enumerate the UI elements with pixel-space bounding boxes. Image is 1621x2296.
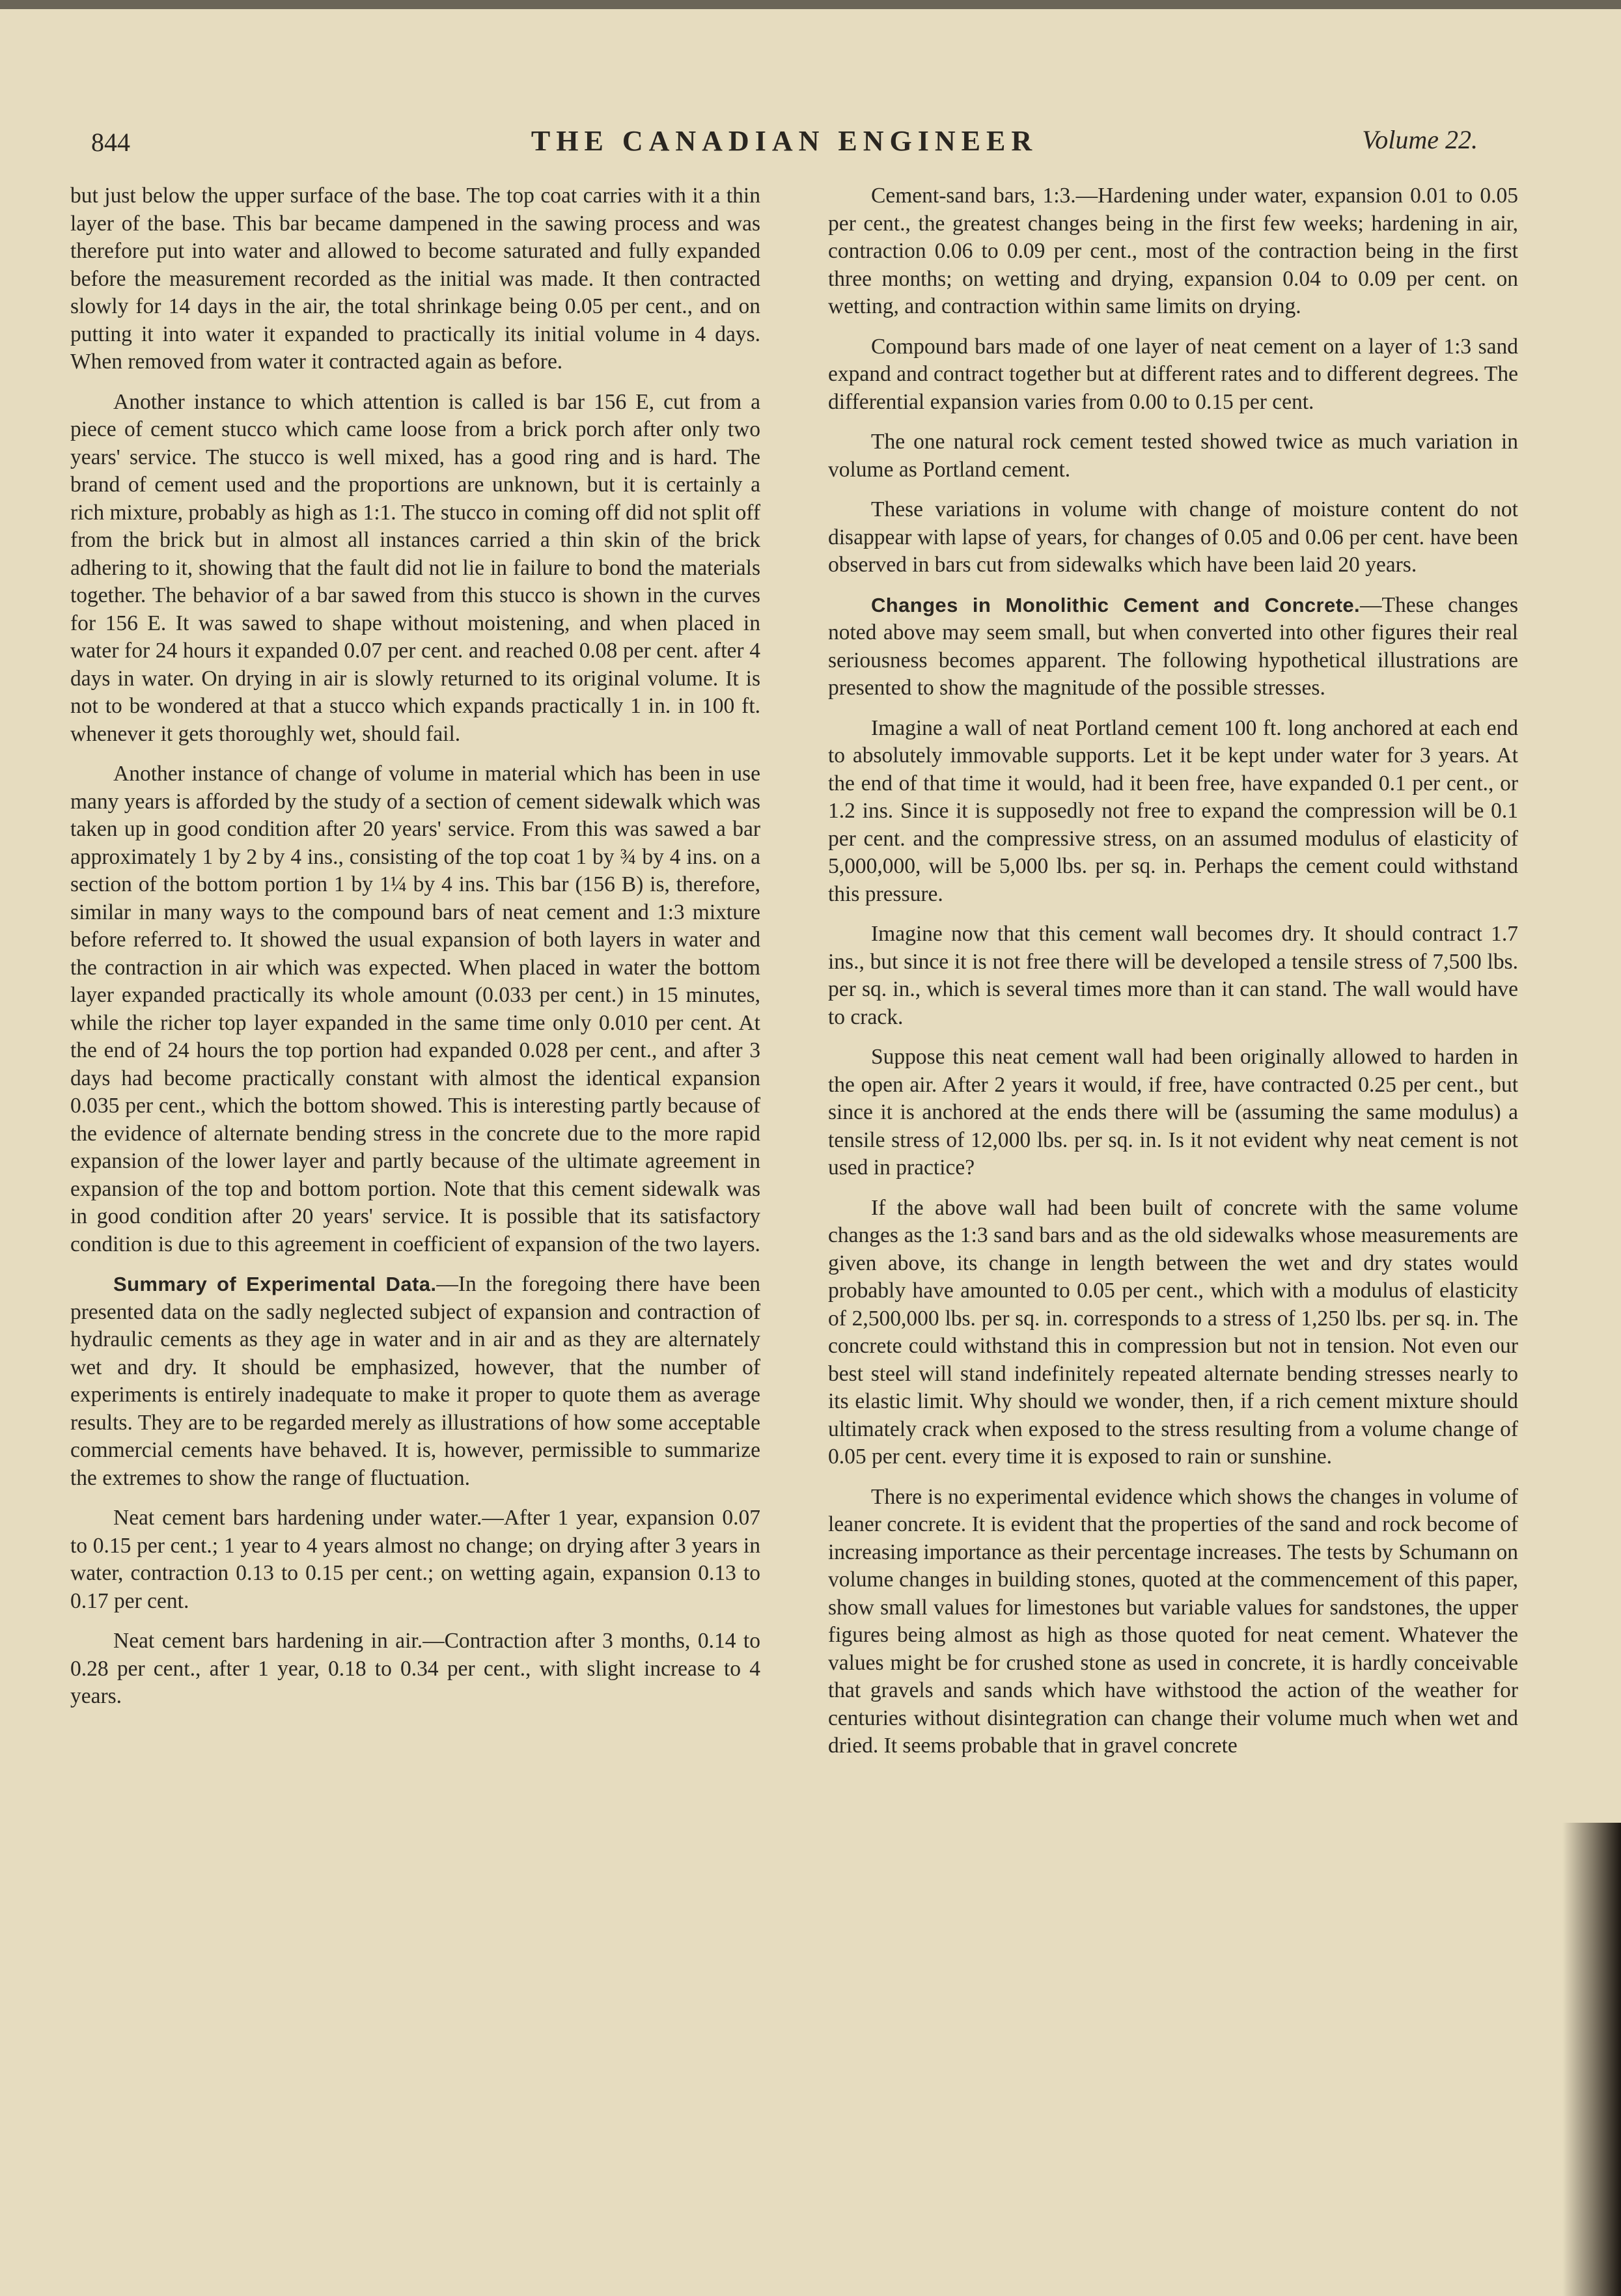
paragraph: Imagine now that this cement wall becomes dry. It should contract 1.7 ins., but since it is not free there will be developed a tensile stress of 7,500 lbs. per sq. in., which is several times more than it can stand. The wall would have to crack. <box>828 922 1518 1029</box>
page-binding-shadow <box>1562 1823 1621 2296</box>
page-number: 844 <box>91 128 130 157</box>
paragraph: There is no experimental evidence which shows the changes in volume of leaner concrete. It is evident that the properties of the sand and rock become of increasing importance as their percentage increases. The tests by Schumann on volume changes in building stones, quoted at the commencement of this paper, show small values for limestones but variable values for sandstones, the upper figures being almost as high as those quoted for neat cement. Whatever the values might be for crushed stone as used in concrete, it is hardly conceivable that gravels and sands which have withstood the action of the weather for centuries without disintegration can change their volume much when wet and dried. It seems probable that in gravel concrete <box>828 1484 1518 1758</box>
paragraph: Neat cement bars hardening in air.—Contraction after 3 months, 0.14 to 0.28 per cent., after 1 year, 0.18 to 0.34 per cent., with slight increase to 4 years. <box>70 1629 760 1708</box>
paragraph: Another instance to which attention is called is bar 156 E, cut from a piece of cement stucco which came loose from a brick porch after only two years' service. The stucco is well mixed, has a good ring and is hard. The brand of cement used and the proportions are unknown, but it is certainly a rich mixture, probably as high as 1:1. The stucco in coming off did not split off from the brick but in almost all instances carried a thin skin of the brick adhering to it, showing that the fault did not lie in failure to bond the materials together. The behavior of a bar sawed from this stucco is shown in the curves for 156 E. It was sawed to shape without moistening, and when placed in water for 24 hours it expanded 0.07 per cent. and reached 0.08 per cent. after 4 days in water. On drying in air is slowly returned to its original volume. It is not to be wondered at that a stucco which expands practically 1 in. in 100 ft. whenever it gets thoroughly wet, should fail. <box>70 389 760 746</box>
paragraph <box>70 1271 760 1492</box>
paragraph: Cement-sand bars, 1:3.—Hardening under water, expansion 0.01 to 0.05 per cent., the greatest changes being in the first few weeks; hardening in air, contraction 0.06 to 0.09 per cent., most of the contraction being in the first three months; on wetting and drying, expansion 0.04 to 0.09 per cent. on wetting, and contraction within same limits on drying. <box>828 184 1518 318</box>
volume-label: Volume 22. <box>1362 125 1478 154</box>
journal-title: THE CANADIAN ENGINEER <box>531 125 1038 157</box>
paragraph-text: —In the foregoing there have been presented data on the sadly neglected subject of expansion and contraction of hydraulic cements as they age in water and in air and as they are alternately wet and dry. It should be emphasized, however, that the number of experiments is entirely inadequate to make it proper to quote them as average results. They are to be regarded merely as illustrations of how some acceptable commercial cements have behaved. It is, however, permissible to summarize the extremes to show the range of fluctuation. <box>70 1272 760 1490</box>
right-column <box>828 182 1518 1773</box>
paragraph: The one natural rock cement tested showed twice as much variation in volume as Portland cement. <box>828 430 1518 482</box>
paragraph: Suppose this neat cement wall had been originally allowed to harden in the open air. After 2 years it would, if free, have contracted 0.25 per cent., but since it is anchored at the ends there will be (assuming the same modulus) a tensile stress of 12,000 lbs. per sq. in. Is it not evident why neat cement is not used in practice? <box>828 1045 1518 1180</box>
left-column <box>70 182 760 1723</box>
paragraph <box>828 592 1518 702</box>
paragraph: but just below the upper surface of the base. The top coat carries with it a thin layer of the base. This bar became dampened in the sawing process and was therefore put into water and allowed to become saturated and fully expanded before the measurement recorded as the initial was made. It then contracted slowly for 14 days in the air, the total shrinkage being 0.05 per cent., and on putting it into water it expanded to practically its initial volume in 4 days. When removed from water it contracted again as before. <box>70 184 760 374</box>
paragraph: Imagine a wall of neat Portland cement 100 ft. long anchored at each end to absolutely immovable supports. Let it be kept under water for 3 years. At the end of that time it would, had it been free, have expanded 0.1 per cent., or 1.2 ins. Since it is supposedly not free to expand the compression will be 0.1 per cent. and the compressive stress, on an assumed modulus of elasticity of 5,000,000, will be 5,000 lbs. per sq. in. Perhaps the cement could withstand this pressure. <box>828 715 1518 906</box>
section-heading: Summary of Experimental Data. <box>113 1273 437 1295</box>
scan-top-edge <box>0 0 1621 9</box>
paragraph: Another instance of change of volume in material which has been in use many years is afforded by the study of a section of cement sidewalk which was taken up in good condition after 20 years' service. From this was sawed a bar approximately 1 by 2 by 4 ins., consisting of the top coat 1 by ¾ by 4 ins. on a section of the bottom portion 1 by 1¼ by 4 ins. This bar (156 B) is, therefore, similar in many ways to the compound bars of neat cement and 1:3 mixture before referred to. It showed the usual expansion of both layers in water and the contraction in air which was expected. When placed in water the bottom layer expanded practically its whole amount (0.033 per cent.) in 15 minutes, while the richer top layer expanded in the same time only 0.010 per cent. At the end of 24 hours the top portion had expanded 0.028 per cent., and after 3 days had become practically constant with almost the identical expansion 0.035 per cent., which the bottom showed. This is interesting partly because of the evidence of alternate bending stress in the concrete due to the more rapid expansion of the lower layer and partly because of the ultimate agreement in expansion of the top and bottom portion. Note that this cement sidewalk was in good condition after 20 years' service. It is possible that its satisfactory condition is due to this agreement in coefficient of expansion of the two layers. <box>70 762 760 1256</box>
paragraph: These variations in volume with change of moisture content do not disappear with lapse of years, for changes of 0.05 and 0.06 per cent. have been observed in bars cut from sidewalks which have been laid 20 years. <box>828 497 1518 577</box>
paragraph-text: —These changes noted above may seem small, but when converted into other figures their real seriousness becomes apparent. The following hypothetical illustrations are presented to show the magnitude of the possible stresses. <box>828 592 1518 700</box>
paragraph: Neat cement bars hardening under water.—After 1 year, expansion 0.07 to 0.15 per cent.; 1 year to 4 years almost no change; on drying after 3 years in water, contraction 0.13 to 0.15 per cent.; on wetting again, expansion 0.13 to 0.17 per cent. <box>70 1506 760 1613</box>
paragraph: Compound bars made of one layer of neat cement on a layer of 1:3 sand expand and contract together but at different rates and to different degrees. The differential expansion varies from 0.00 to 0.15 per cent. <box>828 334 1518 414</box>
section-heading: Changes in Monolithic Cement and Concrete. <box>871 593 1361 616</box>
page-header <box>91 120 1478 166</box>
paragraph: If the above wall had been built of concrete with the same volume changes as the 1:3 sand bars and as the old sidewalks whose measurements are given above, its change in length between the wet and dry states would probably have amounted to 0.05 per cent., which with a modulus of elasticity of 2,500,000 lbs. per sq. in. corresponds to a stress of 1,250 lbs. per sq. in. The concrete could withstand this in compression but not in tension. Not even our best steel will stand indefinitely repeated alternate bending stresses nearly to its elastic limit. Why should we wonder, then, if a rich cement mixture should ultimately crack when exposed to the stress resulting from a volume change of 0.05 per cent. every time it is exposed to rain or sunshine. <box>828 1195 1518 1469</box>
